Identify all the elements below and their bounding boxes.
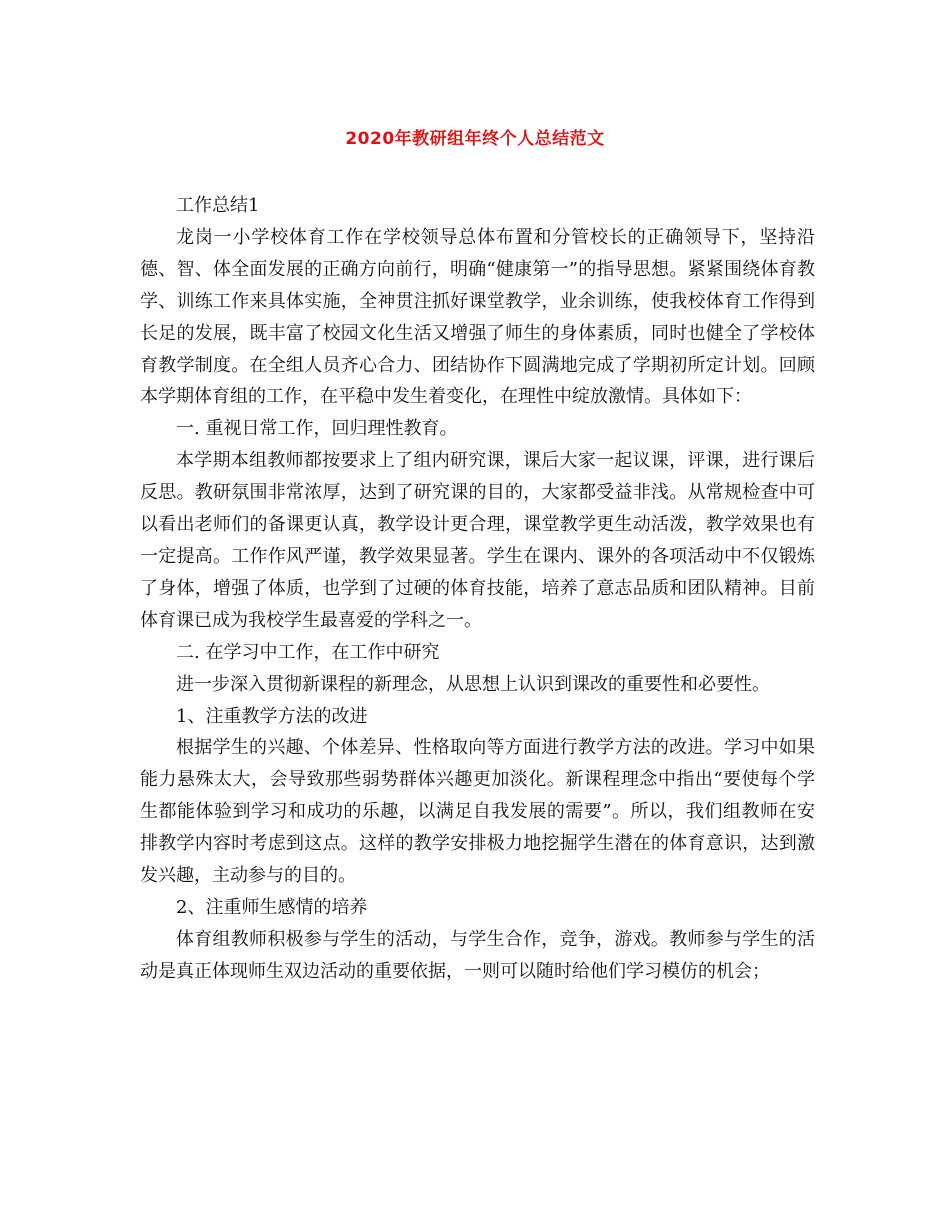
document-title: 2020年教研组年终个人总结范文 [345,129,605,149]
paragraph: 根据学生的兴趣、个体差异、性格取向等方面进行教学方法的改进。学习中如果能力悬殊太大，会导致那些弱势群体兴趣更加淡化。新课程理念中指出“要使每个学生都能体验到学习和成功的乐趣，以满足自我发展的需要”。所以，我们组教师在安排教学内容时考虑到这点。这样的教学安排极力地挖掘学生潜在的体育意识，达到激发兴趣，主动参与的目的。 [140,737,815,887]
paragraph: 体育组教师积极参与学生的活动，与学生合作，竞争，游戏。教师参与学生的活动是真正体现师生双边活动的重要依据，一则可以随时给他们学习模仿的机会； [140,928,815,982]
document-body [140,190,815,988]
paragraph: 龙岗一小学校体育工作在学校领导总体布置和分管校长的正确领导下，坚持沿德、智、体全面发展的正确方向前行，明确“健康第一”的指导思想。紧紧围绕体育教学、训练工作来具体实施，全神贯注抓好课堂教学，业余训练，使我校体育工作得到长足的发展，既丰富了校园文化生活又增强了师生的身体素质，同时也健全了学校体育教学制度。在全组人员齐心合力、团结协作下圆满地完成了学期初所定计划。回顾本学期体育组的工作，在平稳中发生着变化，在理性中绽放激情。具体如下： [140,226,815,408]
section-heading: 工作总结1 [176,195,260,216]
section-heading: 二. 在学习中工作，在工作中研究 [176,641,440,663]
subsection-heading: 2、注重师生感情的培养 [176,896,368,918]
subsection-heading: 1、注重教学方法的改进 [176,705,368,727]
section-heading: 一. 重视日常工作，回归理性教育。 [176,418,458,440]
paragraph: 进一步深入贯彻新课程的新理念，从思想上认识到课改的重要性和必要性。 [176,673,770,695]
paragraph: 本学期本组教师都按要求上了组内研究课，课后大家一起议课，评课，进行课后反思。教研氛围非常浓厚，达到了研究课的目的，大家都受益非浅。从常规检查中可以看出老师们的备课更认真，教学设计更合理，课堂教学更生动活泼，教学效果也有一定提高。工作作风严谨，教学效果显著。学生在课内、课外的各项活动中不仅锻炼了身体，增强了体质，也学到了过硬的体育技能，培养了意志品质和团队精神。目前体育课已成为我校学生最喜爱的学科之一。 [140,450,815,631]
